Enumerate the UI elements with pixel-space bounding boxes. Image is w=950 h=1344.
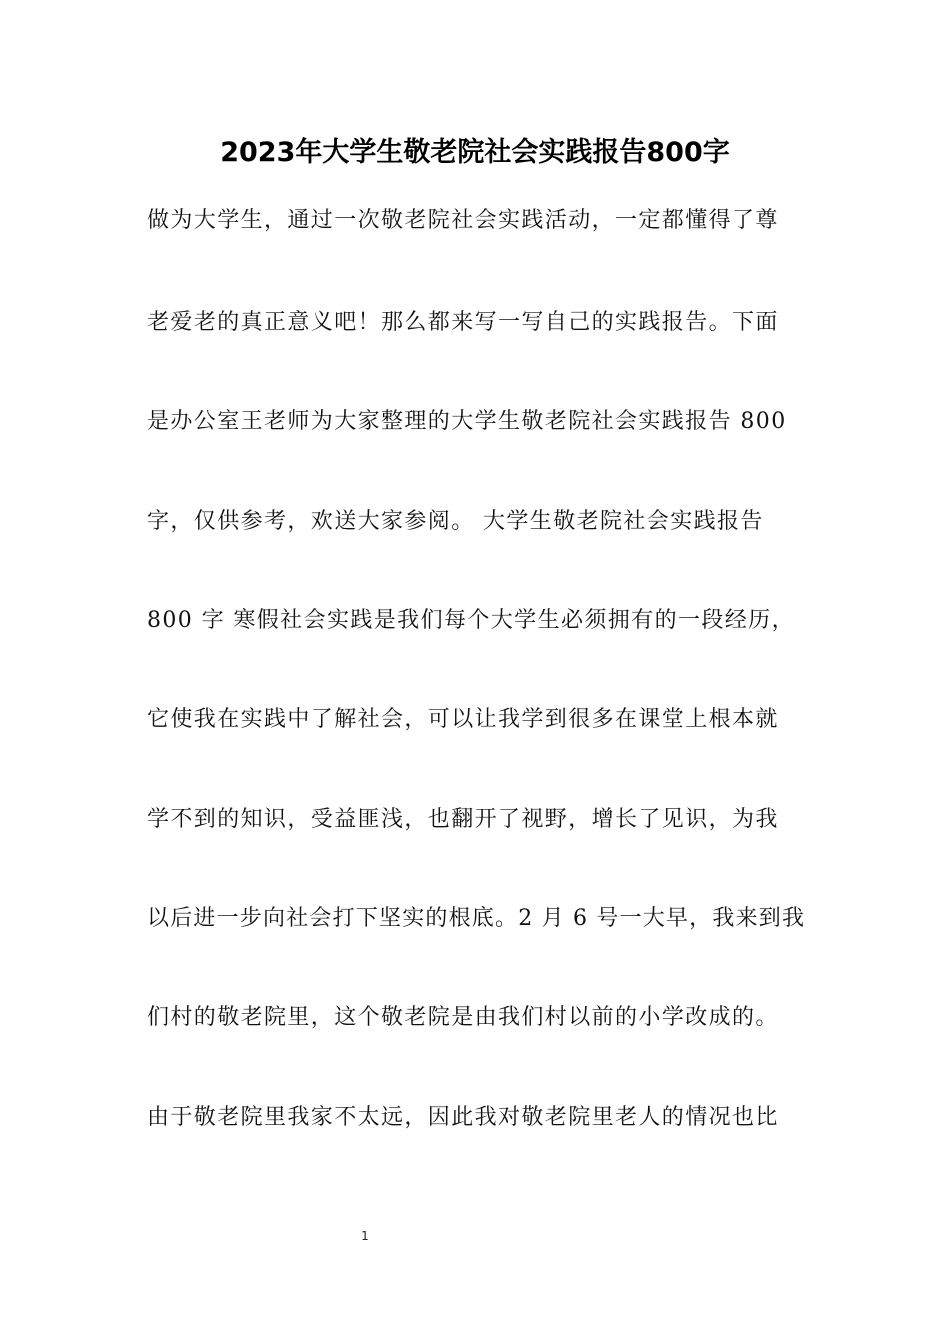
body-line-8: 以后进一步向社会打下坚实的根底。2 月 6 号一大早，我来到我	[147, 906, 806, 931]
body-line-5: 800 字 寒假社会实践是我们每个大学生必须拥有的一段经历，	[147, 608, 795, 633]
body-line-4: 字，仅供参考，欢送大家参阅。 大学生敬老院社会实践报告	[147, 509, 764, 534]
document-title: 2023年大学生敬老院社会实践报告800字	[220, 137, 730, 168]
body-line-7: 学不到的知识，受益匪浅，也翻开了视野，增长了见识，为我	[147, 807, 779, 832]
body-line-1: 做为大学生，通过一次敬老院社会实践活动，一定都懂得了尊	[147, 208, 779, 233]
body-line-3: 是办公室王老师为大家整理的大学生敬老院社会实践报告 800	[147, 409, 787, 434]
body-line-6: 它使我在实践中了解社会，可以让我学到很多在课堂上根本就	[147, 707, 779, 732]
body-line-9: 们村的敬老院里，这个敬老院是由我们村以前的小学改成的。	[147, 1005, 779, 1030]
body-line-2: 老爱老的真正意义吧！那么都来写一写自己的实践报告。下面	[147, 310, 779, 335]
body-line-10: 由于敬老院里我家不太远，因此我对敬老院里老人的情况也比	[147, 1105, 779, 1130]
page-number: 1	[361, 1229, 369, 1243]
